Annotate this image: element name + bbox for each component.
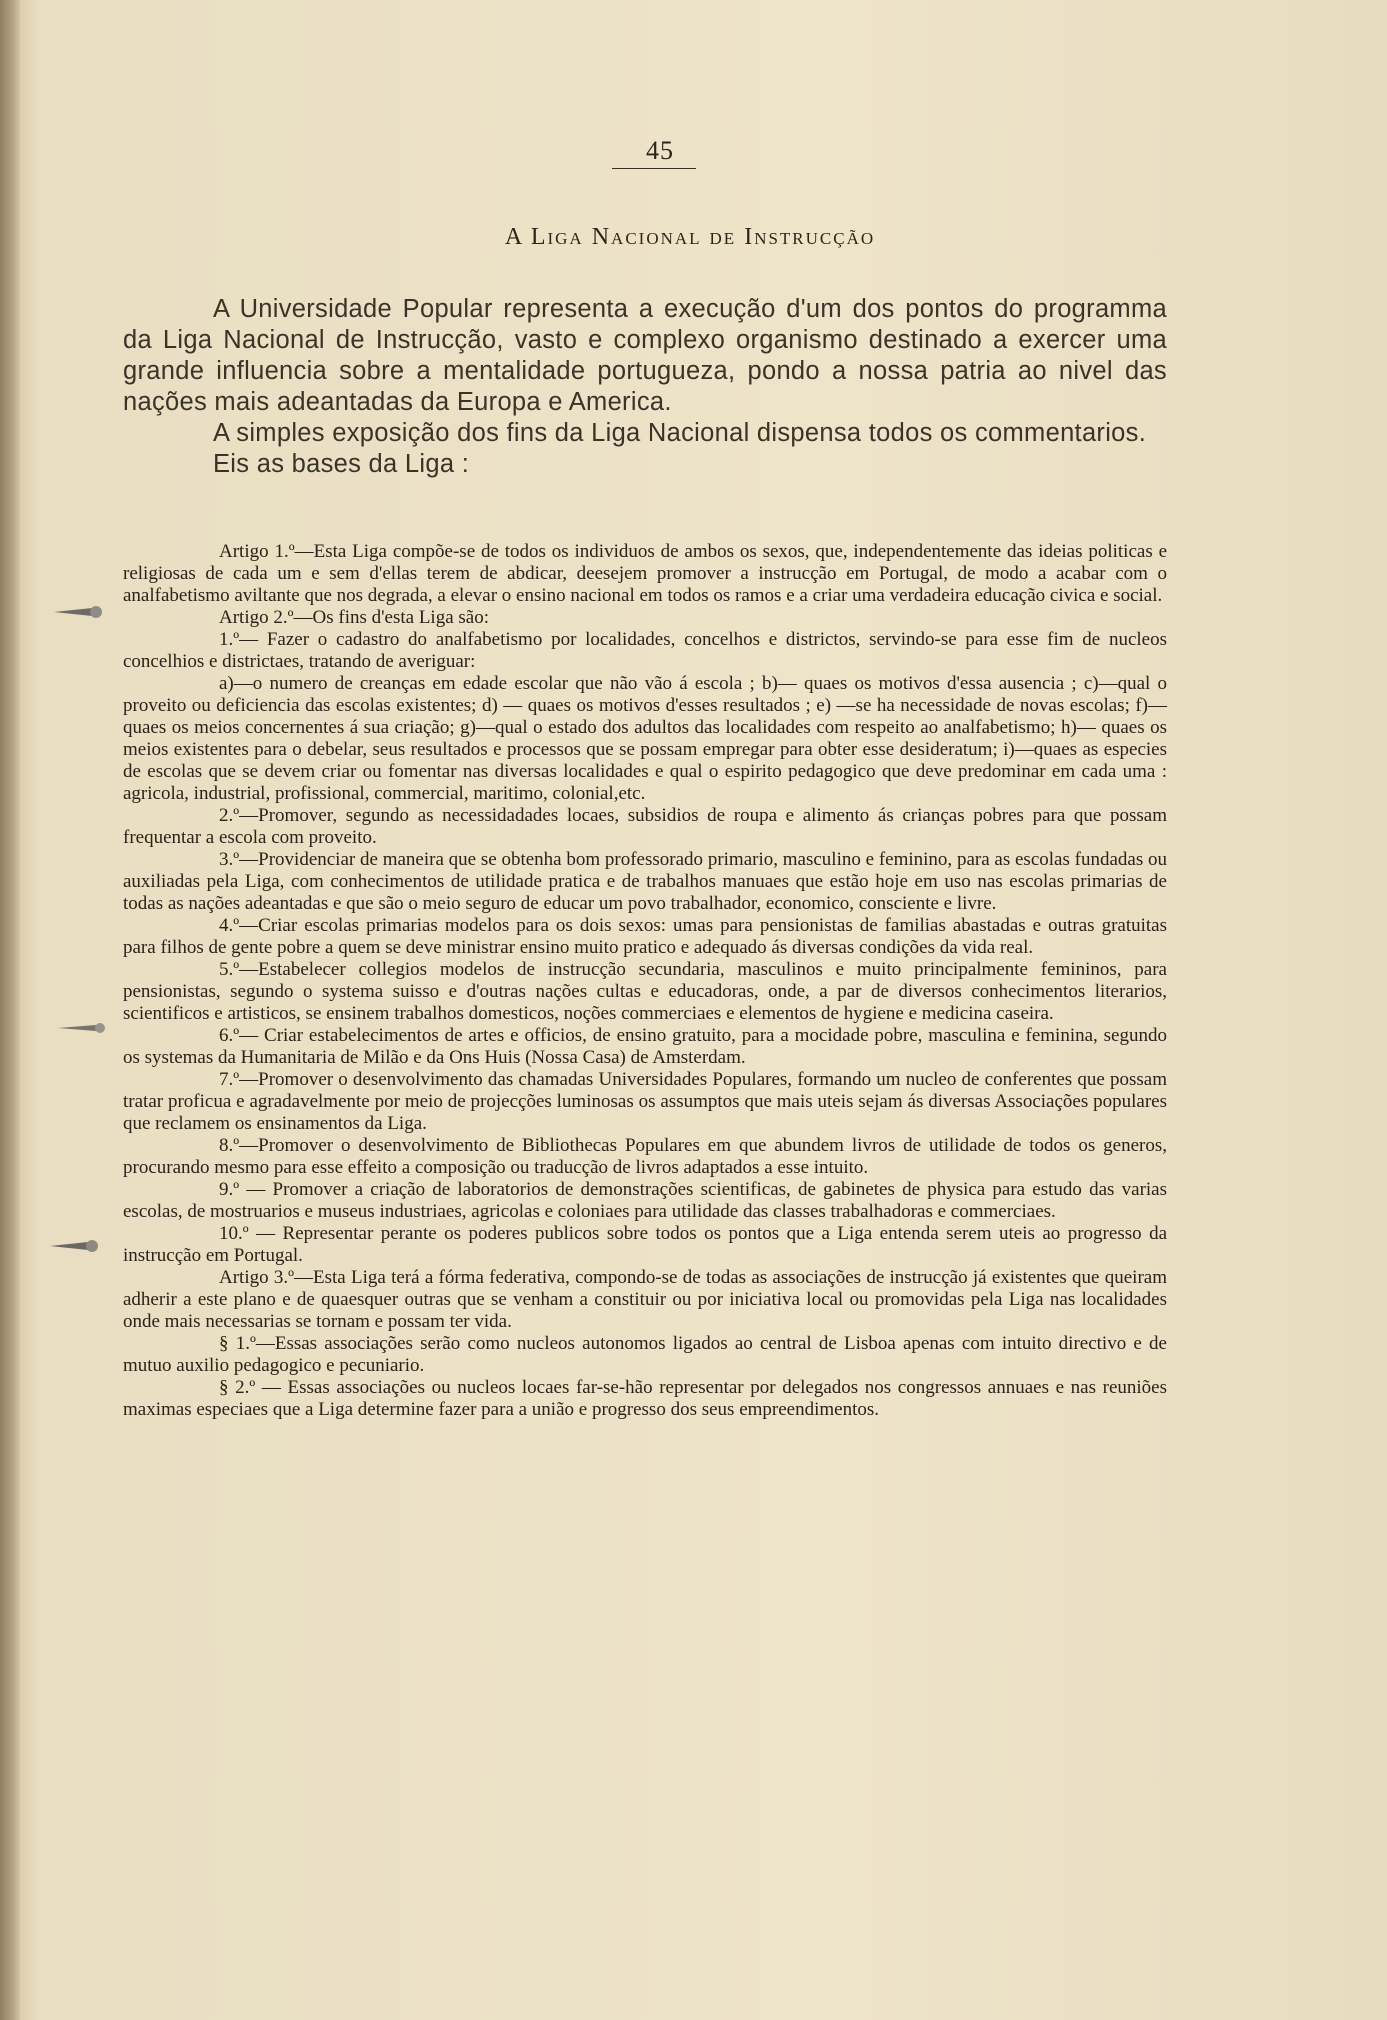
article-paragraph: Artigo 3.º—Esta Liga terá a fórma federativa, compondo-se de todas as associações de instrucção já existentes que queiram adherir a este plano e de quaesquer outras que se venham a constituir ou por iniciativa local ou promovidas pela Liga nas localidades onde mais necessarias se tornam e possam ter vida.: [123, 1267, 1167, 1332]
pin-icon: [52, 592, 112, 632]
page-number: 45: [646, 136, 674, 165]
intro-paragraph: A Universidade Popular representa a execução d'um dos pontos do programma da Liga Nacional de Instrucção, vasto e complexo organismo destinado a exercer uma grande influencia sobre a mentalidade portugueza, pondo a nossa patria ao nivel das nações mais adeantadas da Europa e America.: [123, 295, 1167, 416]
article-paragraph: § 1.º—Essas associações serão como nucleos autonomos ligados ao central de Lisboa apenas com intuito directivo e de mutuo auxilio pedagogico e pecuniario.: [123, 1333, 1167, 1376]
articles-section: [123, 541, 1167, 1421]
article-paragraph: 3.º—Providenciar de maneira que se obtenha bom professorado primario, masculino e feminino, para as escolas fundadas ou auxiliadas pela Liga, com conhecimentos de utilidade pratica e de trabalhos manuaes que estão hoje em uso nas escolas primarias de todas as nações adeantadas e que são o meio seguro de educar um povo trabalhador, economico, consciente e livre.: [123, 849, 1167, 914]
pin-icon: [48, 1226, 108, 1266]
article-paragraph: 8.º—Promover o desenvolvimento de Bibliothecas Populares em que abundem livros de utilidade de todos os generos, procurando mesmo para esse effeito a composição ou traducção de livros adaptados a esse intuito.: [123, 1135, 1167, 1178]
article-paragraph: 7.º—Promover o desenvolvimento das chamadas Universidades Populares, formando um nucleo de conferentes que possam tratar proficua e agradavelmente por meio de projecções luminosas os assumptos que mais uteis sejam ás diversas Associações populares que reclamem os ensinamentos da Liga.: [123, 1069, 1167, 1134]
article-paragraph: 2.º—Promover, segundo as necessidadades locaes, subsidios de roupa e alimento ás crianças pobres para que possam frequentar a escola com proveito.: [123, 805, 1167, 848]
pin-icon: [56, 1008, 116, 1048]
article-paragraph: 9.º — Promover a criação de laboratorios de demonstrações scientificas, de gabinetes de physica para estudo das varias escolas, de mostruarios e museus industriaes, agricolas e coloniaes para utilidade das classes trabalhadoras e commerciaes.: [123, 1179, 1167, 1222]
page-number-rule: [612, 168, 696, 169]
article-paragraph: § 2.º — Essas associações ou nucleos locaes far-se-hão representar por delegados nos congressos annuaes e nas reuniões maximas especiaes que a Liga determine fazer para a união e progresso dos seus empreendimentos.: [123, 1377, 1167, 1420]
article-paragraph: 4.º—Criar escolas primarias modelos para os dois sexos: umas para pensionistas de familias abastadas e outras gratuitas para filhos de gente pobre a quem se deve ministrar ensino muito pratico e adequado ás diversas condições da vida real.: [123, 915, 1167, 958]
book-binding-edge: [0, 0, 20, 2020]
intro-paragraph: A simples exposição dos fins da Liga Nacional dispensa todos os commentarios.: [213, 419, 1147, 447]
article-paragraph: 10.º — Representar perante os poderes publicos sobre todos os pontos que a Liga entenda serem uteis ao progresso da instrucção em Portugal.: [123, 1223, 1167, 1266]
intro-section: [123, 294, 1167, 480]
article-paragraph: a)—o numero de creanças em edade escolar que não vão á escola ; b)— quaes os motivos d'essa ausencia ; c)—qual o proveito ou deficiencia das escolas existentes; d) — quaes os motivos d'esses resultados ; e) —se ha necessidade de novas escolas; f)—quaes os meios concernentes á sua criação; g)—qual o estado dos adultos das localidades com respeito ao analfabetismo; h)— quaes os meios existentes para o debelar, seus resultados e processos que se possam empregar para obter esse desideratum; i)—quaes as especies de escolas que se devem criar ou fomentar nas diversas localidades e qual o espirito pedagogico que deve predominar em cada uma : agricola, industrial, profissional, commercial, maritimo, colonial,etc.: [123, 673, 1167, 804]
article-paragraph: Artigo 1.º—Esta Liga compõe-se de todos os individuos de ambos os sexos, que, independentemente das ideias politicas e religiosas de cada um e sem d'ellas terem de abdicar, deesejem promover a instrucção em Portugal, de modo a acabar com o analfabetismo aviltante que nos degrada, a elevar o ensino nacional em todos os ramos e a criar uma verdadeira educação civica e social.: [123, 541, 1167, 606]
article-paragraph: Artigo 2.º—Os fins d'esta Liga são:: [219, 607, 489, 628]
article-paragraph: 1.º— Fazer o cadastro do analfabetismo por localidades, concelhos e districtos, servindo-se para esse fim de nucleos concelhios e districtaes, tratando de averiguar:: [123, 629, 1167, 672]
intro-paragraph: Eis as bases da Liga :: [213, 450, 470, 478]
article-paragraph: 5.º—Estabelecer collegios modelos de instrucção secundaria, masculinos e muito principalmente femininos, para pensionistas, segundo o systema suisso e d'outras nações cultas e educadoras, onde, a par de diversos conhecimentos literarios, scientificos e artisticos, se ensinem trabalhos domesticos, noções commerciaes e elementos de hygiene e medicina caseira.: [123, 959, 1167, 1024]
article-paragraph: 6.º— Criar estabelecimentos de artes e officios, de ensino gratuito, para a mocidade pobre, masculina e feminina, segundo os systemas da Humanitaria de Milão e da Ons Huis (Nossa Casa) de Amsterdam.: [123, 1025, 1167, 1068]
page-title: A Liga Nacional de Instrucção: [504, 224, 876, 250]
